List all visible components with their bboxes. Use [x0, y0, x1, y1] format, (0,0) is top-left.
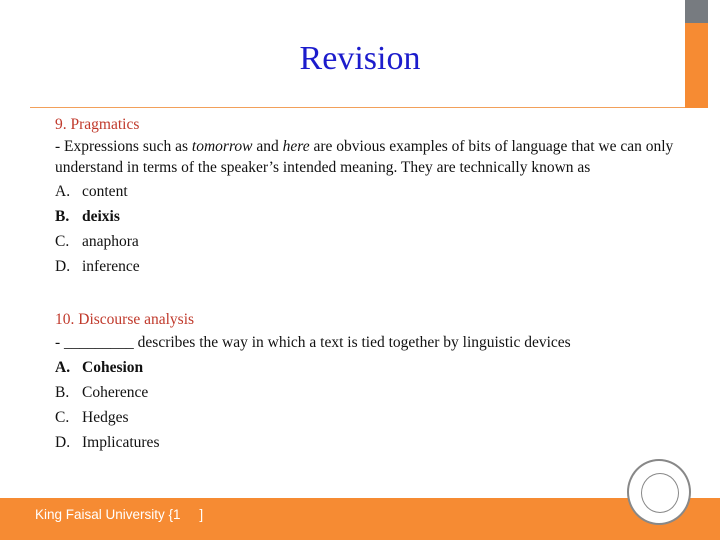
option-letter: C.: [55, 232, 70, 250]
option-letter: D.: [55, 257, 71, 275]
answer-option: [55, 405, 675, 430]
q9-heading: 9. Pragmatics: [55, 116, 140, 133]
option-text: Coherence: [82, 384, 149, 401]
slide-title: Revision: [299, 40, 421, 77]
corner-gray-block: [685, 0, 708, 23]
answer-option: [55, 355, 675, 380]
answer-option: [55, 380, 675, 405]
answer-option: [55, 430, 675, 455]
option-letter: C.: [55, 409, 70, 426]
q9-stem-post: are obvious examples of bits of language that we can only understand in terms of the speaker’s intended meaning. They are technically known as: [55, 137, 674, 176]
answer-option: [55, 229, 675, 254]
answer-option: [55, 254, 675, 279]
option-text: Cohesion: [82, 359, 144, 376]
slide-content: [55, 114, 675, 455]
q9-em1: tomorrow: [191, 137, 253, 155]
q10-options: [55, 355, 675, 455]
footer-text: King Faisal University {1 ]: [35, 507, 204, 522]
q10-stem: - _________ describes the way in which a text is tied together by linguistic devices: [55, 334, 571, 351]
university-seal-logo: [627, 459, 691, 525]
option-text: Implicatures: [82, 434, 160, 451]
q10-heading: 10. Discourse analysis: [55, 310, 195, 328]
option-text: inference: [82, 257, 140, 275]
option-letter: A.: [55, 359, 71, 376]
option-letter: B.: [55, 207, 70, 225]
footer-bar: [0, 498, 720, 540]
option-letter: B.: [55, 384, 70, 401]
option-text: anaphora: [82, 232, 139, 250]
answer-option: [55, 179, 675, 204]
option-text: content: [82, 182, 128, 200]
option-letter: A.: [55, 182, 71, 200]
q9-stem: [55, 136, 675, 179]
q9-stem-pre: - Expressions such as: [55, 137, 192, 155]
answer-option: [55, 204, 675, 229]
option-text: deixis: [82, 207, 120, 225]
q9-em2: here: [282, 137, 310, 155]
q9-mid: and: [252, 137, 283, 155]
q9-options: [55, 179, 675, 279]
title-divider: [30, 107, 685, 108]
option-letter: D.: [55, 434, 71, 451]
option-text: Hedges: [82, 409, 129, 426]
